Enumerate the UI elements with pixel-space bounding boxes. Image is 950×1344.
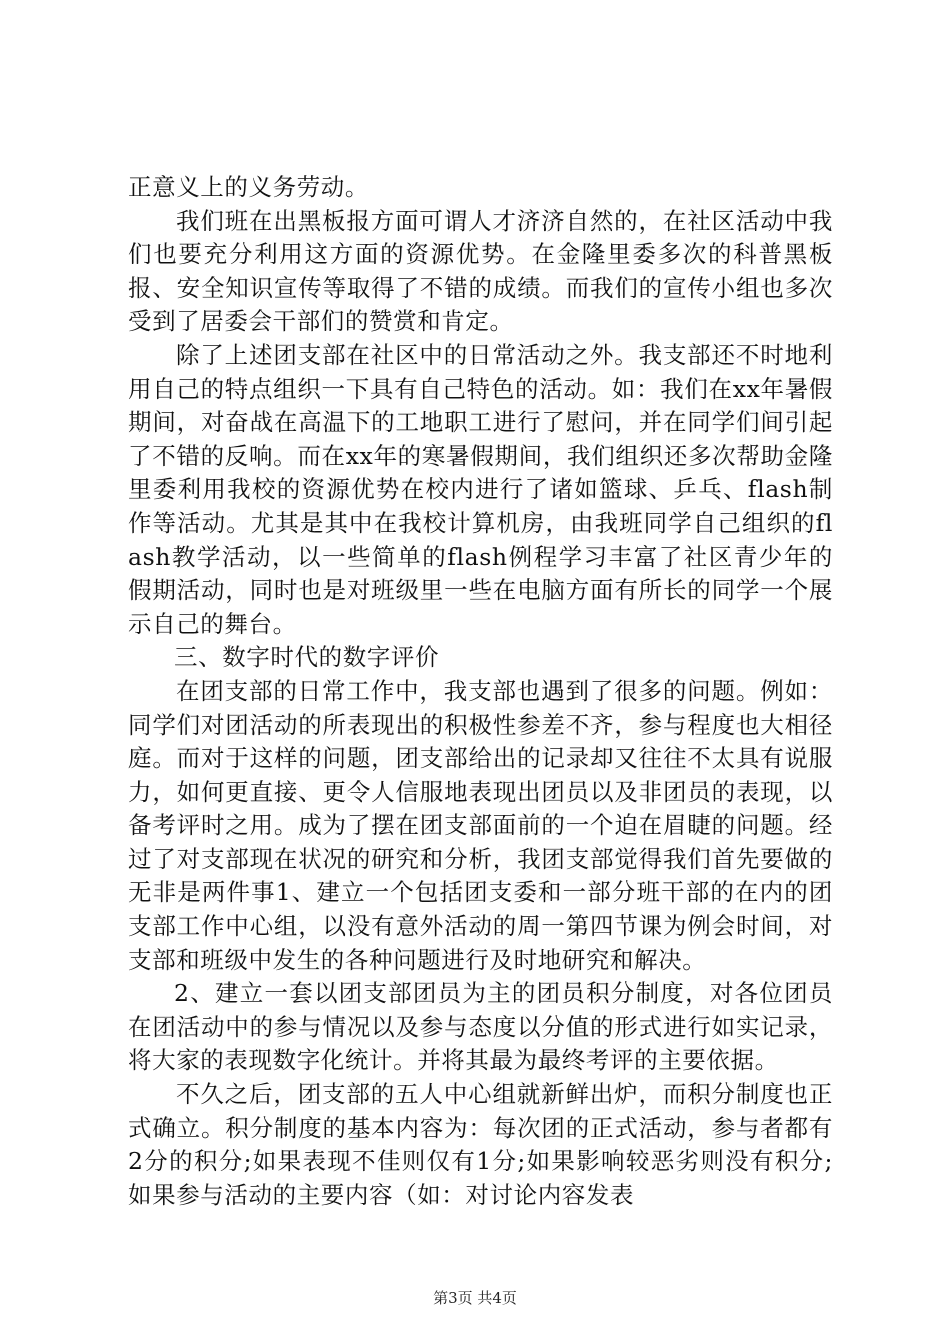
document-body bbox=[128, 171, 833, 1212]
paragraph-points-details: 不久之后，团支部的五人中心组就新鲜出炉，而积分制度也正式确立。积分制度的基本内容为：每次团的正式活动，参与者都有2分的积分;如果表现不佳则仅有1分;如果影响较恶劣则没有积分;如果参与活动的主要内容（如：对讨论内容发表 bbox=[128, 1080, 833, 1209]
section-heading-digital-evaluation: 三、数字时代的数字评价 bbox=[174, 643, 440, 672]
paragraph-continuation: 正意义上的义务劳动。 bbox=[128, 173, 369, 201]
paragraph-blackboard: 我们班在出黑板报方面可谓人才济济自然的，在社区活动中我们也要充分利用这方面的资源优势。在金隆里委多次的科普黑板报、安全知识宣传等取得了不错的成绩。而我们的宣传小组也多次受到了居委会干部们的赞赏和肯定。 bbox=[128, 206, 833, 336]
paragraph-special-activities: 除了上述团支部在社区中的日常活动之外。我支部还不时地利用自己的特点组织一下具有自己特色的活动。如：我们在xx年暑假期间，对奋战在高温下的工地职工进行了慰问，并在同学们间引起了不错的反响。而在xx年的寒暑假期间，我们组织还多次帮助金隆里委利用我校的资源优势在校内进行了诸如篮球、乒乓、flash制作等活动。尤其是其中在我校计算机房，由我班同学自己组织的flash教学活动，以一些简单的flash例程学习丰富了社区青少年的假期活动，同时也是对班级里一些在电脑方面有所长的同学一个展示自己的舞台。 bbox=[128, 340, 833, 638]
page-number-footer: 第3页 共4页 bbox=[433, 1289, 517, 1307]
paragraph-points-system: 2、建立一套以团支部团员为主的团员积分制度，对各位团员在团活动中的参与情况以及参与态度以分值的形式进行如实记录，将大家的表现数字化统计。并将其最为最终考评的主要依据。 bbox=[128, 979, 833, 1075]
paragraph-daily-work-problems: 在团支部的日常工作中，我支部也遇到了很多的问题。例如：同学们对团活动的所表现出的积极性参差不齐，参与程度也大相径庭。而对于这样的问题，团支部给出的记录却又往往不太具有说服力，如何更直接、更令人信服地表现出团员以及非团员的表现，以备考评时之用。成为了摆在团支部面前的一个迫在眉睫的问题。经过了对支部现在状况的研究和分析，我团支部觉得我们首先要做的无非是两件事1、建立一个包括团支委和一部分班干部的在内的团支部工作中心组，以没有意外活动的周一第四节课为例会时间，对支部和班级中发生的各种问题进行及时地研究和解决。 bbox=[128, 676, 833, 974]
